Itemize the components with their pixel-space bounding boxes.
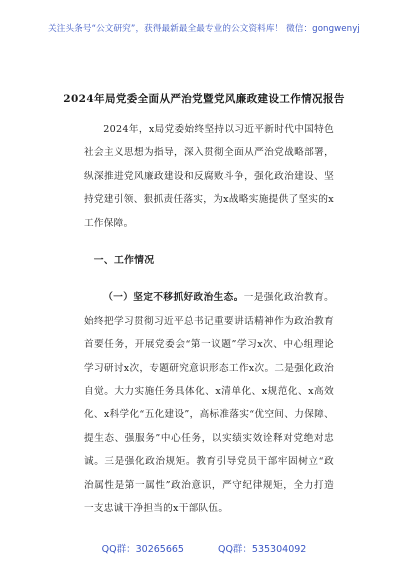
subsection-heading: （一）坚定不移抓好政治生态。	[103, 292, 244, 304]
section-heading: 一、工作情况	[93, 255, 155, 267]
subsection-body: 一是强化政治教育。始终把学习贯彻习近平总书记重要讲话精神作为政治教育首要任务，开展党委会“第一议题”学习x次、中心组理论学习研讨x次，专题研究意识形态工作x次。二是强化政治自觉。大力实施任务具体化、x清单化、x规范化、x高效化、x科学化“五化建设”，高标准落实“优空间、力保障、提生态、强服务”中心任务，以实绩实效诠释对党绝对忠诚。三是强化政治规矩。教育引导党员干部牢固树立“政治属性是第一属性”政治意识，严守纪律规矩，全力打造一支忠诚干净担当的x干部队伍。	[84, 292, 335, 515]
top-banner[interactable]: 关注头条号“公文研究”，获得最新最全最专业的公文资料库！ 微信：gongwenyj	[48, 24, 360, 34]
intro-paragraph: 2024年，x局党委始终坚持以习近平新时代中国特色社会主义思想为指导，深入贯彻全面从严治党战略部署，纵深推进党风廉政建设和反腐败斗争，强化政治建设、坚持党建引领、狠抓责任落实，为x战略实施提供了坚实的x工作保障。	[84, 124, 334, 229]
document-body	[84, 118, 334, 521]
footer-contact	[0, 541, 408, 555]
document-title: 2024年局党委全面从严治党暨党风廉政建设工作情况报告	[63, 93, 345, 105]
qq-group-2[interactable]: QQ群：535304092	[217, 544, 307, 555]
qq-group-1[interactable]: QQ群：30265665	[101, 544, 184, 555]
subsection-paragraph	[84, 286, 334, 520]
